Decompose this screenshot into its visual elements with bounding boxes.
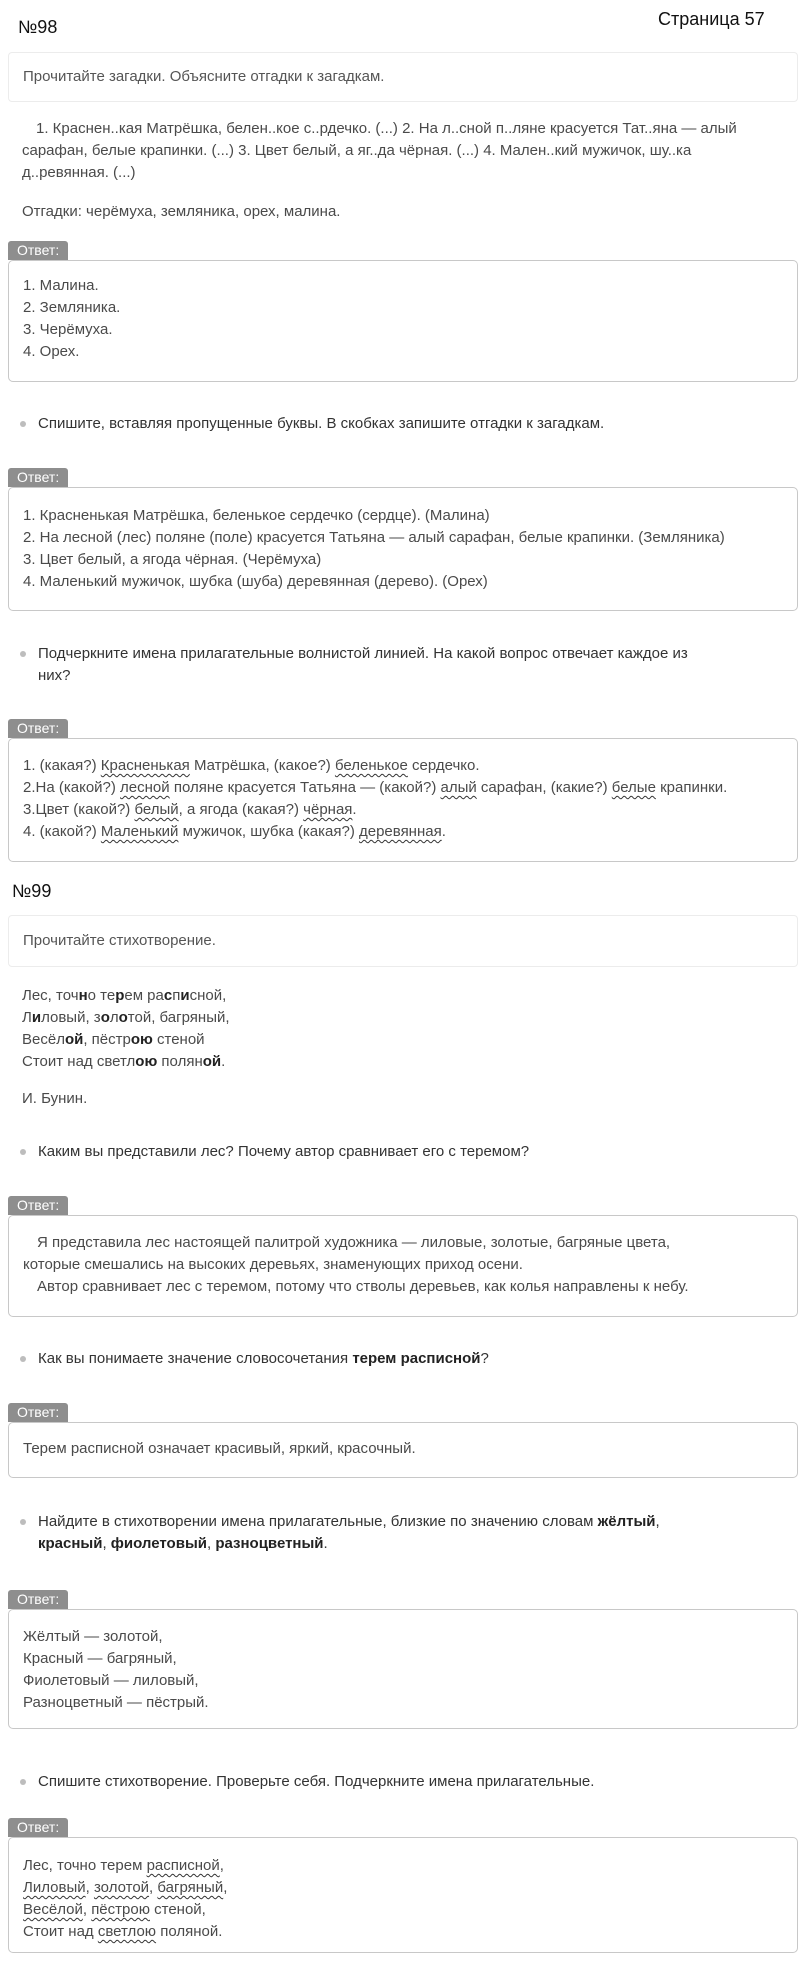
answer-line: Разноцветный — пёстрый.: [23, 1694, 209, 1711]
adjective-word: белый: [134, 801, 179, 818]
answer-line: Фиолетовый — лиловый,: [23, 1672, 199, 1689]
answer-line: которые смешались на высоких деревьях, знаменующих приход осени.: [23, 1256, 523, 1273]
bullet-icon: [20, 1149, 26, 1155]
answer-box: [8, 1837, 798, 1953]
answer-line: Красный — багряный,: [23, 1650, 177, 1667]
adjective-word: Лиловый: [23, 1879, 86, 1896]
answer-label: Ответ:: [8, 719, 68, 738]
adjective-word: беленькое: [334, 757, 408, 774]
text-segment: 4. (какой?): [23, 823, 101, 840]
answer-box: [8, 1609, 798, 1729]
text-segment: крапинки.: [655, 779, 728, 796]
poem: [22, 985, 230, 1073]
answer-box: [8, 487, 798, 611]
answer-line: 4. Орех.: [23, 343, 80, 360]
adjective-word: белые: [611, 779, 656, 796]
text-segment: .: [441, 823, 446, 840]
poem-line: Лиловый, золотой, багряный,: [22, 1009, 230, 1026]
adjective-word: светлою: [97, 1923, 157, 1940]
exercise-number-98: №98: [18, 17, 58, 37]
answer-line: [23, 755, 783, 777]
text-segment: , а ягода (какая?): [178, 801, 304, 818]
question-text: Найдите в стихотворении имена прилагательные, близкие по значению словам жёлтый, красный, фиолетовый, разноцветный.: [38, 1513, 660, 1552]
answer-line: Автор сравнивает лес с теремом, потому что стволы деревьев, как колья направлены к небу.: [37, 1278, 689, 1295]
text-segment: 1. (какая?): [23, 757, 101, 774]
poem-author: И. Бунин.: [22, 1090, 88, 1107]
answer-line: 2. На лесной (лес) поляне (поле) красуется Татьяна — алый сарафан, белые крапинки. (Земляника): [23, 529, 725, 546]
question-text: Спишите стихотворение. Проверьте себя. Подчеркните имена прилагательные.: [38, 1773, 595, 1790]
riddles-line: д..ревянная. (...): [22, 164, 136, 181]
text-segment: .: [352, 801, 357, 818]
question-text: Как вы понимаете значение словосочетания терем расписной?: [38, 1350, 489, 1367]
answer-line: Лес, точно терем расписной,: [23, 1857, 224, 1874]
adjective-word: чёрная: [303, 801, 353, 818]
answer-line: 4. Маленький мужичок, шубка (шуба) деревянная (дерево). (Орех): [23, 573, 488, 590]
poem-line: Стоит над светлою поляной.: [22, 1053, 226, 1070]
text-segment: сердечко.: [407, 757, 480, 774]
answer-label: Ответ:: [8, 1403, 68, 1422]
adjective-word: алый: [440, 779, 477, 796]
riddles-line: сарафан, белые крапинки. (...) 3. Цвет белый, а яг..да чёрная. (...) 4. Мален..кий мужичок, шу..ка: [22, 142, 692, 159]
answer-label: Ответ:: [8, 1196, 68, 1215]
answer-line: 3. Черёмуха.: [23, 321, 113, 338]
bullet-icon: [20, 651, 26, 657]
adjective-word: Красненькая: [100, 757, 190, 774]
answer-line: Терем расписной означает красивый, яркий, красочный.: [23, 1440, 416, 1457]
answer-label: Ответ:: [8, 1818, 68, 1837]
task-box: [8, 52, 798, 102]
adjective-word: золотой: [93, 1879, 150, 1896]
answer-box: [8, 738, 798, 862]
text-segment: Матрёшка, (какое?): [189, 757, 335, 774]
answer-label: Ответ:: [8, 1590, 68, 1609]
answer-line: 1. Красненькая Матрёшка, беленькое сердечко (сердце). (Малина): [23, 507, 490, 524]
question-text: Каким вы представили лес? Почему автор сравнивает его с теремом?: [38, 1143, 530, 1160]
bullet-icon: [20, 1356, 26, 1362]
adjective-word: расписной: [146, 1857, 220, 1874]
text-segment: сарафан, (какие?): [476, 779, 612, 796]
text-segment: поляне красуется Татьяна — (какой?): [169, 779, 441, 796]
answer-line: 2. Земляника.: [23, 299, 121, 316]
adjective-word: багряный: [157, 1879, 224, 1896]
riddles-line: 1. Краснен..кая Матрёшка, белен..кое с..рдечко. (...) 2. На л..сной п..ляне красуется Тат..яна — алый: [36, 120, 737, 137]
answer-line: [23, 799, 783, 821]
answer-box: [8, 260, 798, 382]
question-text: [38, 643, 778, 687]
answer-line: [23, 821, 783, 843]
question-line: них?: [38, 667, 71, 684]
adjective-word: деревянная: [358, 823, 442, 840]
poem-line: Лес, точно терем расписной,: [22, 987, 227, 1004]
bullet-icon: [20, 1779, 26, 1785]
task-text: Прочитайте стихотворение.: [23, 932, 216, 949]
adjective-word: Весёлой: [23, 1901, 83, 1918]
bullet-icon: [20, 1519, 26, 1525]
exercise-number-99: №99: [12, 881, 52, 901]
answer-line: [23, 777, 783, 799]
answer-line: Весёлой, пёстрою стеной,: [23, 1901, 206, 1918]
adjective-word: Маленький: [100, 823, 179, 840]
bullet-icon: [20, 421, 26, 427]
text-segment: 2.На (какой?): [23, 779, 121, 796]
guesses-text: Отгадки: черёмуха, земляника, орех, малина.: [22, 203, 341, 220]
page-number: Страница 57: [658, 9, 765, 29]
question-text: Спишите, вставляя пропущенные буквы. В скобках запишите отгадки к загадкам.: [38, 415, 605, 432]
answer-box: [8, 1215, 798, 1317]
task-text: Прочитайте загадки. Объясните отгадки к загадкам.: [23, 68, 385, 85]
adjective-word: пёстрою: [91, 1901, 150, 1918]
question-line: Подчеркните имена прилагательные волнистой линией. На какой вопрос отвечает каждое из: [38, 645, 688, 662]
answer-line: Жёлтый — золотой,: [23, 1628, 163, 1645]
task-box: [8, 915, 798, 967]
poem-line: Весёлой, пёстрою стеной: [22, 1031, 205, 1048]
adjective-word: лесной: [120, 779, 170, 796]
answer-line: Лиловый, золотой, багряный,: [23, 1879, 228, 1896]
answer-line: Я представила лес настоящей палитрой художника — лиловые, золотые, багряные цвета,: [37, 1234, 671, 1251]
answer-line: 3. Цвет белый, а ягода чёрная. (Черёмуха): [23, 551, 322, 568]
riddles-text: [22, 118, 792, 184]
answer-line: 1. Малина.: [23, 277, 99, 294]
text-segment: 3.Цвет (какой?): [23, 801, 135, 818]
answer-label: Ответ:: [8, 241, 68, 260]
text-segment: мужичок, шубка (какая?): [178, 823, 359, 840]
answer-line: Стоит над светлою поляной.: [23, 1923, 223, 1940]
answer-label: Ответ:: [8, 468, 68, 487]
answer-box: [8, 1422, 798, 1478]
